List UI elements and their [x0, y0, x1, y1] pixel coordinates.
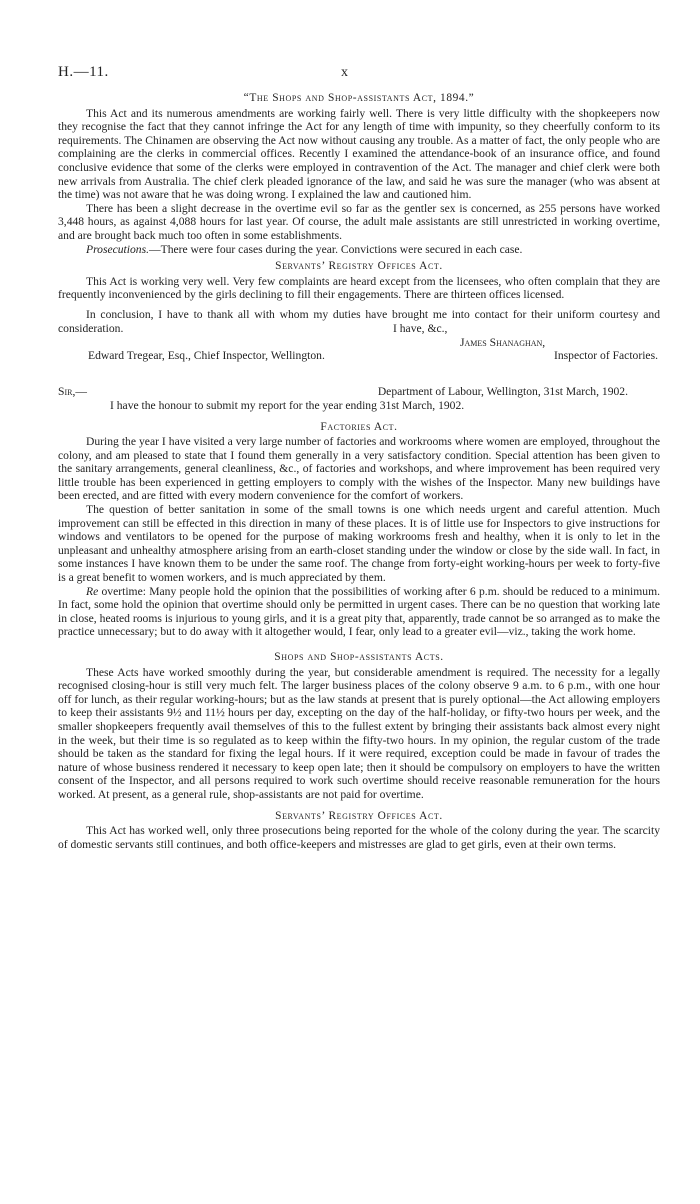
closing-formula: I have, &c., — [393, 321, 448, 335]
section-heading-servants-registry-2: Servants’ Registry Offices Act. — [275, 809, 443, 822]
paragraph: This Act has worked well, only three prosecutions being reported for the whole of the colony during the year. The scarcity of domestic servants still continues, and both office-keepers and mistresses are glad to get girls, even at their own terms. — [58, 824, 660, 851]
addressee: Edward Tregear, Esq., Chief Inspector, Wellington. — [88, 348, 325, 362]
closing-paragraph: In conclusion, I have to thank all with whom my duties have brought me into contact for their uniform courtesy and consideration. — [58, 307, 660, 335]
salutation: Sir,— — [58, 384, 87, 398]
section-heading-servants-registry: Servants’ Registry Offices Act. — [275, 260, 443, 273]
section-heading-shops-act-1894: “The Shops and Shop-assistants Act, 1894.” — [243, 92, 475, 104]
document-reference: H.—11. — [58, 64, 109, 80]
paragraph: These Acts have worked smoothly during the year, but considerable amendment is required. The necessity for a legally recognised closing-hour is still very much felt. The larger business places of the colony observe 9 a.m. to 6 p.m., with one hour off for lunch, as their regular working-hours; but as the law stands at present that is purely optional—the Act allowing employers to keep their assistants 9½ and 11½ hours per day, excepting on the day of the half-holiday, or fifty-two hours per week, and the smaller shopkeepers frequently avail themselves of this to the fullest extent by bringing their assistants back almost every night in the week, but their time is so regulated as to keep within the fifty-two hours. In my opinion, the regular custom of the trade should be taken as the standard for fixing the legal hours. If it were required, exception could be made in favour of trades the nature of whose business rendered it necessary to keep open late; then it should be compulsory on employers to have the written consent of the Inspector, and all persons required to work such overtime should receive reasonable remuneration for the hours worked. At present, as a general rule, shop-assistants are not paid for overtime. — [58, 665, 660, 801]
intro-line: I have the honour to submit my report for the year ending 31st March, 1902. — [110, 398, 465, 412]
page-header — [58, 66, 660, 92]
paragraph: During the year I have visited a very large number of factories and workrooms where women are employed, throughout the colony, and am pleased to state that I found them generally in a very satisfactory condition. Special attention has been given to the sanitary arrangements, general cleanliness, &c., of factories and workshops, and where improvement has been required very little trouble has been experienced in getting employers to comply with the wishes of the Inspector. Many new buildings have been erected, and are fitted with every modern convenience for the comfort of workers. — [58, 435, 660, 503]
prosecutions-paragraph — [58, 243, 660, 257]
paragraph: The question of better sanitation in some of the small towns is one which needs urgent and careful attention. Much improvement can still be effected in this direction in many of these places. It is of little use for Inspectors to give instructions for windows and ventilators to be opened for the purpose of making workrooms fresh and healthy, when it is only to let in the unpleasant and unhealthy atmosphere arising from an earth-closet standing under the window or close by the side wall. In fact, in some instances I have known them to be under the same roof. The change from forty-eight working-hours per week to forty-five is a great benefit to women workers, and is much appreciated by them. — [58, 503, 660, 585]
paragraph: There has been a slight decrease in the overtime evil so far as the gentler sex is concerned, as 255 persons have worked 3,448 hours, as against 4,088 hours for last year. Of course, the adult male assistants are still unrestricted in working overtime, and are brought back much too often in some establishments. — [58, 201, 660, 242]
signature-block — [58, 308, 660, 349]
dateline: Department of Labour, Wellington, 31st March, 1902. — [377, 384, 628, 398]
paragraph: This Act and its numerous amendments are working fairly well. There is very little difficulty with the shopkeepers now they recognise the fact that they cannot infringe the Act for any length of time with impunity, so they cheerfully conform to its requirements. The Chinamen are observing the Act now without causing any trouble. As a matter of fact, the only people who are complaining are the clerks in commercial offices. Recently I examined the attendance-book of an insurance office, and found conclusive evidence that some of the clerks were employed in contravention of the Act. The manager and chief clerk were both new arrivals from Australia. The chief clerk pleaded ignorance of the law, and said he was sure the manager (who was absent at the time) was not aware that he was doing wrong. I explained the law and cautioned him. — [58, 106, 660, 202]
overtime-label: Re — [86, 584, 99, 598]
overtime-paragraph — [58, 585, 660, 639]
paragraph: This Act is working very well. Very few complaints are heard except from the licensees, who often complain that they are frequently inconvenienced by the girls declining to fill their engagements. There are thirteen offices licensed. — [58, 274, 660, 302]
overtime-text: overtime: Many people hold the opinion that the possibilities of working after 6 p.m. should be reduced to a minimum. In fact, some hold the opinion that overtime should only be permitted in urgent cases. There can be no question that working late in close, heated rooms is injurious to young girls, and it is a great pity that, apparently, trade cannot be so arranged as to make the practice unnecessary; but to do away with it altogether would, I fear, only lead to a greater evil—viz., taking the work home. — [58, 584, 660, 639]
prosecutions-text: —There were four cases during the year. Convictions were secured in each case. — [149, 242, 523, 256]
section-heading-factories-act: Factories Act. — [320, 420, 398, 433]
prosecutions-label: Prosecutions. — [86, 242, 150, 256]
addressee-row — [58, 349, 660, 363]
section-heading-shops-acts: Shops and Shop-assistants Acts. — [274, 651, 444, 663]
salutation-row — [58, 385, 660, 399]
signatory-name: James Shanaghan, — [460, 335, 546, 349]
page-number: x — [341, 65, 348, 80]
signatory-title: Inspector of Factories. — [554, 348, 658, 362]
